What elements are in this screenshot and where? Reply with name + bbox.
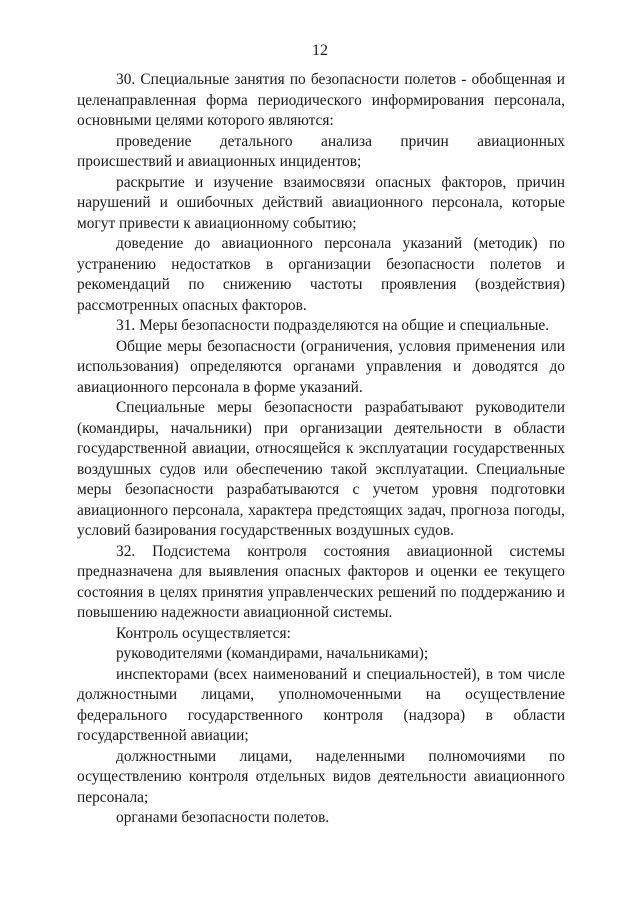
paragraph-safety-bodies: органами безопасности полетов.	[116, 809, 330, 826]
document-body	[77, 70, 565, 829]
paragraph-analysis: проведение детального анализа причин авиационных происшествий и авиационных инцидентов;	[77, 132, 565, 170]
paragraph-instructions: доведение до авиационного персонала указаний (методик) по устранению недостатков в организации безопасности полетов и рекомендаций по снижению частоты проявления (воздействия) рассмотренных опасных факторов.	[77, 235, 565, 314]
paragraph-30-intro: 30. Специальные занятия по безопасности полетов - обобщенная и целенаправленная форма периодического информирования персонала, основными целями которого являются:	[77, 71, 565, 129]
paragraph-managers: руководителями (командирами, начальниками);	[116, 645, 429, 662]
page-number: 12	[312, 42, 328, 59]
paragraph-31-measures: 31. Меры безопасности подразделяются на общие и специальные.	[116, 317, 550, 334]
paragraph-control-by: Контроль осуществляется:	[116, 624, 291, 642]
paragraph-32-control-subsystem: 32. Подсистема контроля состояния авиационной системы предназначена для выявления опасных факторов и оценки ее текущего состояния в целях принятия управленческих решений по поддержанию и повышению надежности авиационной системы.	[77, 542, 565, 621]
paragraph-inspectors: инспекторами (всех наименований и специальностей), в том числе должностными лицами, уполномоченными на осуществление федерального государственного контроля (надзора) в области государственной авиации;	[77, 665, 565, 744]
paragraph-officials: должностными лицами, наделенными полномочиями по осуществлению контроля отдельных видов деятельности авиационного персонала;	[77, 747, 565, 806]
paragraph-general-measures: Общие меры безопасности (ограничения, условия применения или использования) определяются органами управления и доводятся до авиационного персонала в форме указаний.	[77, 337, 565, 396]
paragraph-special-measures: Специальные меры безопасности разрабатывают руководители (командиры, начальники) при организации деятельности в области государственной авиации, относящейся к эксплуатации государственных воздушных судов или обеспечению такой эксплуатации. Специальные меры безопасности разрабатываются с учетом уровня подготовки авиационного персонала, характера предстоящих задач, прогноза погоды, условий базирования государственных воздушных судов.	[77, 399, 565, 539]
paragraph-disclosure: раскрытие и изучение взаимосвязи опасных факторов, причин нарушений и ошибочных действий авиационного персонала, которые могут привести к авиационному событию;	[77, 173, 565, 232]
